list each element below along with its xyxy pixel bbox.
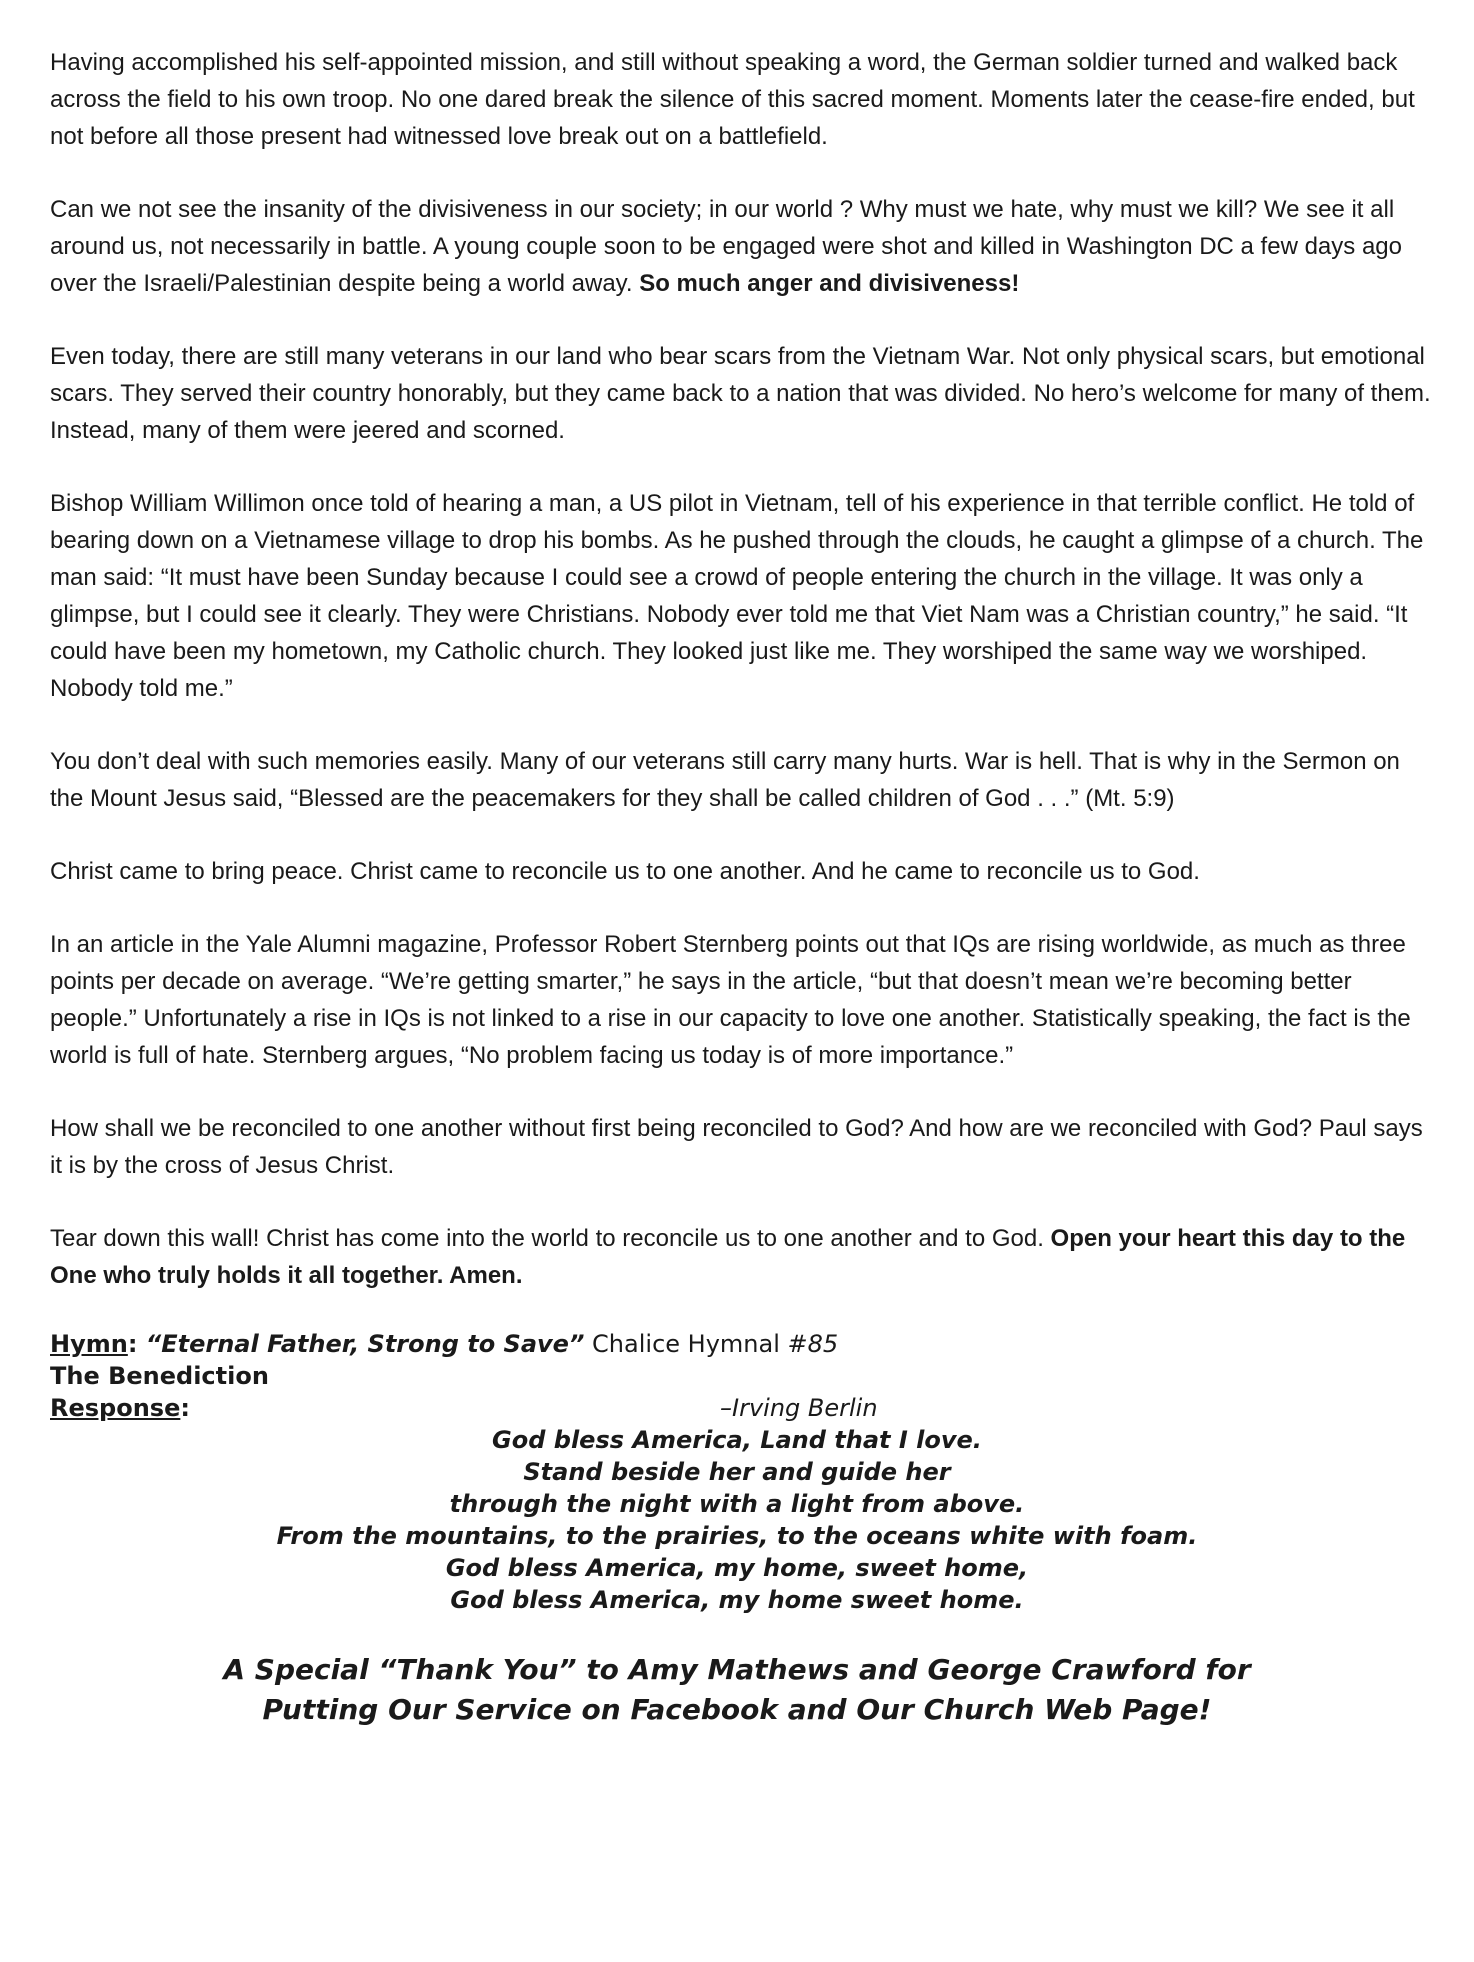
- paragraph-peace: [50, 853, 1434, 890]
- thank-you-note: [0, 1650, 1474, 1730]
- paragraph-text: In an article in the Yale Alumni magazine, Professor Robert Sternberg points out that IQs are rising worldwide, as much as three points per decade on average. “We’re getting smarter,” he says in the article, “but that doesn’t mean we’re becoming better people.” Unfortunately a rise in IQs is not linked to a rise in our capacity to love one another. Statistically speaking, the fact is the world is full of hate. Sternberg argues, “No problem facing us today is of more importance.”: [50, 931, 1411, 1069]
- response-attribution: –Irving Berlin: [720, 1394, 878, 1422]
- lyrics-line: Stand beside her and guide her: [523, 1458, 951, 1486]
- paragraph-wall: [50, 1220, 1434, 1294]
- response-line: [50, 1392, 1434, 1424]
- lyrics-line: God bless America, my home sweet home.: [450, 1586, 1024, 1614]
- thank-you-line: Putting Our Service on Facebook and Our Church Web Page!: [262, 1693, 1212, 1726]
- service-order: [50, 1328, 1434, 1424]
- response-label: Response: [50, 1394, 181, 1422]
- paragraph-text: You don’t deal with such memories easily. Many of our veterans still carry many hurts. War is hell. That is why in the Sermon on the Mount Jesus said, “Blessed are the peacemakers for they shall be called children of God . . .” (Mt. 5:9): [50, 748, 1400, 812]
- hymn-line: [50, 1328, 1434, 1360]
- paragraph-memories: [50, 743, 1434, 817]
- response-colon: :: [180, 1394, 190, 1422]
- lyrics-block: [0, 1424, 1474, 1616]
- paragraph-text: How shall we be reconciled to one another without first being reconciled to God? And how are we reconciled with God? Paul says it is by the cross of Jesus Christ.: [50, 1115, 1423, 1179]
- hymn-colon: :: [127, 1330, 146, 1358]
- paragraph-text: Can we not see the insanity of the divisiveness in our society; in our world ? Why must we hate, why must we kill? We see it all around us, not necessarily in battle. A young couple soon to be engaged were shot and killed in Washington DC a few days ago over the Israeli/Palestinian despite being a world away.: [50, 196, 1402, 297]
- document-page: [50, 44, 1434, 1730]
- paragraph-text: Even today, there are still many veterans in our land who bear scars from the Vietnam War. Not only physical scars, but emotional scars. They served their country honorably, but they came back to a nation that was divided. No hero’s welcome for many of them. Instead, many of them were jeered and scorned.: [50, 343, 1431, 444]
- lyrics-line: through the night with a light from above.: [449, 1490, 1025, 1518]
- paragraph-bold-text: Open your heart this day to the One who truly holds it all together. Amen.: [50, 1225, 1406, 1289]
- paragraph-bold-text: So much anger and divisiveness!: [639, 270, 1020, 297]
- hymn-label: Hymn: [50, 1330, 128, 1358]
- benediction-line: The Benediction: [50, 1362, 269, 1390]
- paragraph-text: Bishop William Willimon once told of hearing a man, a US pilot in Vietnam, tell of his experience in that terrible conflict. He told of bearing down on a Vietnamese village to drop his bombs. As he pushed through the clouds, he caught a glimpse of a church. The man said: “It must have been Sunday because I could see a crowd of people entering the church in the village. It was only a glimpse, but I could see it clearly. They were Christians. Nobody ever told me that Viet Nam was a Christian country,” he said. “It could have been my hometown, my Catholic church. They looked just like me. They worshiped the same way we worshiped. Nobody told me.”: [50, 490, 1424, 702]
- paragraph-divisiveness: [50, 191, 1434, 302]
- paragraph-text: Christ came to bring peace. Christ came to reconcile us to one another. And he came to reconcile us to God.: [50, 858, 1200, 885]
- thank-you-line: A Special “Thank You” to Amy Mathews and George Crawford for: [223, 1653, 1251, 1686]
- paragraph-willimon: [50, 485, 1434, 707]
- hymn-source: Chalice Hymnal: [584, 1330, 788, 1358]
- lyrics-line: From the mountains, to the prairies, to the oceans white with foam.: [276, 1522, 1198, 1550]
- paragraph-reconciled: [50, 1110, 1434, 1184]
- paragraph-veterans: [50, 338, 1434, 449]
- hymn-number: #85: [787, 1330, 839, 1358]
- paragraph-text: Tear down this wall! Christ has come into the world to reconcile us to one another and to God.: [50, 1225, 1051, 1252]
- paragraph-text: Having accomplished his self-appointed mission, and still without speaking a word, the German soldier turned and walked back across the field to his own troop. No one dared break the silence of this sacred moment. Moments later the cease-fire ended, but not before all those present had witnessed love break out on a battlefield.: [50, 49, 1415, 150]
- paragraph-soldier: [50, 44, 1434, 155]
- lyrics-line: God bless America, Land that I love.: [492, 1426, 982, 1454]
- hymn-title: “Eternal Father, Strong to Save”: [145, 1330, 585, 1358]
- paragraph-sternberg: [50, 926, 1434, 1074]
- lyrics-line: God bless America, my home, sweet home,: [445, 1554, 1029, 1582]
